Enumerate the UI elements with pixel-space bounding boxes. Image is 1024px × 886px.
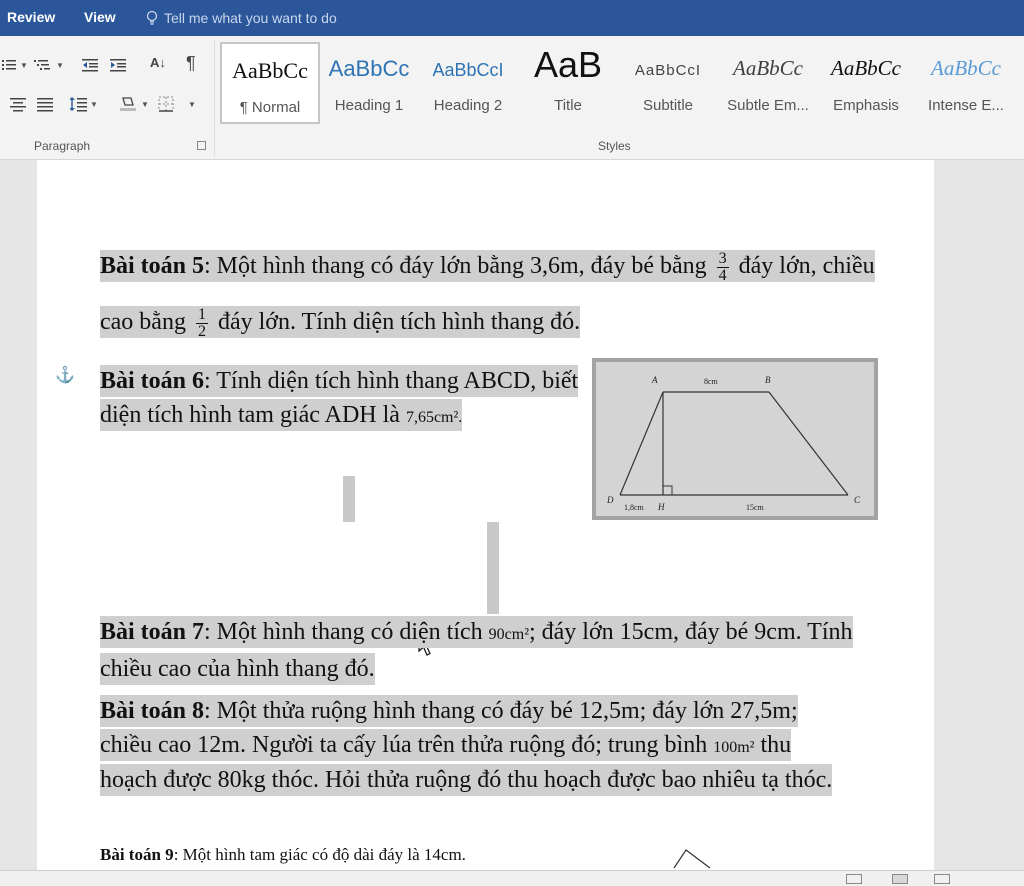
style-name: ¶ Normal xyxy=(239,99,301,116)
lightbulb-icon xyxy=(146,10,158,26)
problem-7-text-a: : Một hình thang có diện tích xyxy=(204,619,489,645)
style-name: Intense E... xyxy=(928,97,1004,114)
chevron-down-icon[interactable]: ▼ xyxy=(141,100,149,109)
styles-gallery xyxy=(218,42,1016,126)
fraction-numerator: 1 xyxy=(197,305,206,323)
style-emphasis[interactable] xyxy=(816,42,916,124)
problem-5-label: Bài toán 5 xyxy=(100,253,205,279)
style-sample: AaBbCc xyxy=(831,56,901,80)
side-bc xyxy=(769,392,848,495)
problem-5-text-a: : Một hình thang có đáy lớn bằng 3,6m, đáy bé bằng xyxy=(204,253,713,279)
fraction-three-quarters xyxy=(717,251,729,284)
vertex-c-label: C xyxy=(854,495,861,505)
align-center-icon[interactable] xyxy=(10,96,28,112)
problem-7[interactable] xyxy=(100,615,860,686)
style-name: Emphasis xyxy=(833,97,899,114)
problem-6-text: : Tính diện tích hình thang ABCD, biết diện tích hình tam giác ADH là xyxy=(100,368,579,428)
justify-icon[interactable] xyxy=(37,96,55,112)
length-hc-label: 15cm xyxy=(746,503,764,512)
increase-indent-icon[interactable] xyxy=(110,57,128,73)
tell-me-placeholder: Tell me what you want to do xyxy=(164,10,337,26)
style-name: Heading 2 xyxy=(433,97,503,114)
ribbon xyxy=(0,36,1024,160)
problem-6-label: Bài toán 6 xyxy=(100,368,205,394)
fraction-numerator: 3 xyxy=(718,249,727,267)
chevron-down-icon[interactable]: ▼ xyxy=(188,100,196,109)
status-bar xyxy=(0,870,1024,886)
problem-9[interactable] xyxy=(100,845,700,865)
print-layout-button[interactable] xyxy=(892,874,908,884)
style-sample: AaBbCc xyxy=(931,56,1001,80)
problem-6-area: 7,65cm². xyxy=(405,409,463,426)
style-normal[interactable] xyxy=(220,42,320,124)
problem-5[interactable] xyxy=(100,238,880,350)
style-intense-emphasis[interactable] xyxy=(916,42,1016,124)
style-sample: AaBbCcI xyxy=(634,62,702,79)
tab-review[interactable]: Review xyxy=(7,9,56,25)
read-mode-button[interactable] xyxy=(846,874,862,884)
style-sample: AaBbCc xyxy=(232,58,308,83)
document-area xyxy=(0,160,1024,870)
problem-9-text: : Một hình tam giác có độ dài đáy là 14cm. xyxy=(173,845,466,864)
problem-7-label: Bài toán 7 xyxy=(100,619,205,645)
borders-icon[interactable] xyxy=(158,96,176,112)
bullets-icon[interactable] xyxy=(2,57,20,73)
problem-8-label: Bài toán 8 xyxy=(100,698,205,724)
style-subtitle[interactable] xyxy=(618,42,718,124)
fraction-one-half xyxy=(196,307,208,340)
style-name: Heading 1 xyxy=(334,97,404,114)
triangle-sketch xyxy=(672,848,712,870)
web-layout-button[interactable] xyxy=(934,874,950,884)
shading-icon[interactable] xyxy=(120,96,138,112)
style-name: Subtle Em... xyxy=(727,97,809,114)
style-subtle-emphasis[interactable] xyxy=(718,42,818,124)
problem-5-text-b: đáy lớn, chiều cao bằng xyxy=(100,253,875,335)
styles-group-label: Styles xyxy=(598,139,631,153)
tell-me-search[interactable] xyxy=(146,8,337,28)
group-divider xyxy=(214,40,215,156)
style-heading-2[interactable] xyxy=(418,42,518,124)
style-sample: AaBbCc xyxy=(733,56,803,80)
vertex-a-label: A xyxy=(652,375,658,385)
vertex-h-label: H xyxy=(658,502,665,512)
fraction-denominator: 2 xyxy=(197,322,206,340)
trapezoid-diagram xyxy=(596,362,874,516)
problem-8-area: 100m² xyxy=(713,738,755,756)
multilevel-list-icon[interactable] xyxy=(34,57,52,73)
style-title[interactable] xyxy=(518,42,618,124)
problem-7-text-b: ; đáy lớn 15cm, đáy bé 9cm. Tính chiều cao của hình thang đó. xyxy=(100,619,853,682)
ribbon-tab-bar xyxy=(0,0,1024,36)
length-ab-label: 8cm xyxy=(704,377,718,386)
problem-8-text-b: thu hoạch được 80kg thóc. Hỏi thửa ruộng đó thu hoạch được bao nhiêu tạ thóc. xyxy=(100,731,833,793)
line-spacing-icon[interactable] xyxy=(70,96,88,112)
trapezoid-figure[interactable] xyxy=(592,358,878,520)
length-dh-label: 1,8cm xyxy=(624,503,644,512)
style-name: Title xyxy=(554,97,582,114)
style-name: Subtitle xyxy=(642,97,694,114)
anchor-icon[interactable]: ⚓ xyxy=(55,367,75,384)
vertex-d-label: D xyxy=(607,495,614,505)
tab-view[interactable]: View xyxy=(84,9,116,25)
style-sample: AaBbCc xyxy=(328,56,410,81)
problem-8[interactable] xyxy=(100,695,850,798)
style-sample: AaB xyxy=(533,44,603,85)
right-angle-mark xyxy=(663,486,672,495)
decrease-indent-icon[interactable] xyxy=(82,57,100,73)
problem-7-area: 90cm² xyxy=(488,626,529,643)
sort-icon[interactable]: A↓ xyxy=(150,55,166,70)
style-sample: AaBbCcI xyxy=(432,60,504,80)
problem-5-text-c: đáy lớn. Tính diện tích hình thang đó. xyxy=(211,309,581,335)
chevron-down-icon[interactable]: ▼ xyxy=(90,100,98,109)
problem-9-label: Bài toán 9 xyxy=(100,845,174,864)
chevron-down-icon[interactable]: ▼ xyxy=(56,61,64,70)
paragraph-group-label: Paragraph xyxy=(34,139,91,153)
paragraph-dialog-launcher[interactable] xyxy=(197,141,206,150)
problem-8-text-a: : Một thửa ruộng hình thang có đáy bé 12,5m; đáy lớn 27,5m; chiều cao 12m. Người ta cấy lúa trên thửa ruộng đó; trung bình xyxy=(100,698,798,758)
selection-fragment xyxy=(343,476,355,522)
fraction-denominator: 4 xyxy=(718,266,727,284)
style-heading-1[interactable] xyxy=(319,42,419,124)
vertex-b-label: B xyxy=(765,375,771,385)
pilcrow-icon[interactable]: ¶ xyxy=(186,53,196,73)
chevron-down-icon[interactable]: ▼ xyxy=(20,61,28,70)
side-da xyxy=(620,392,663,495)
selection-fragment xyxy=(487,522,499,614)
problem-6[interactable] xyxy=(100,364,590,435)
